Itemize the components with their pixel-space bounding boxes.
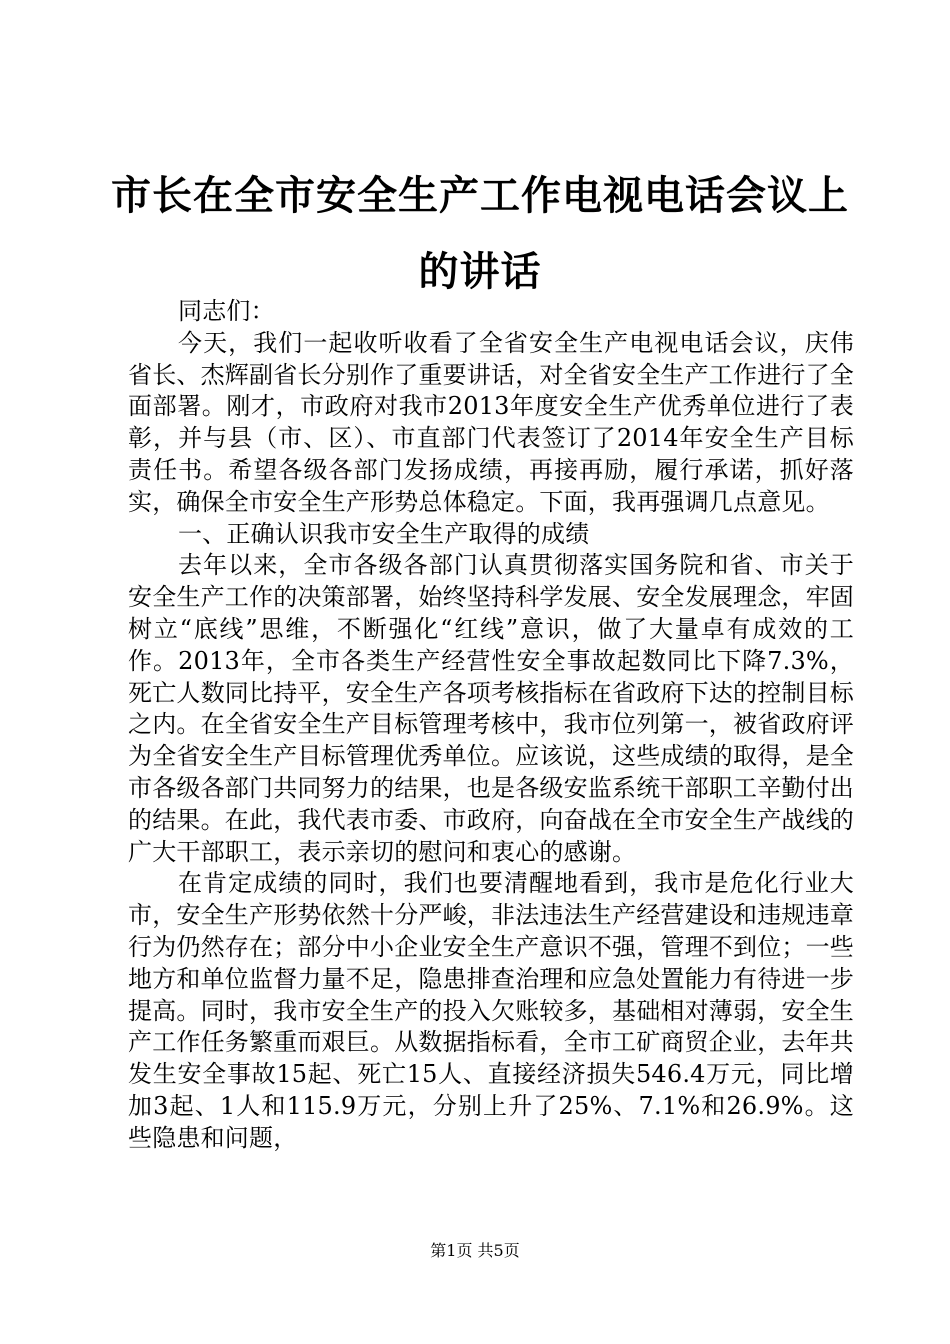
page-footer: 第1页 共5页	[430, 1241, 520, 1260]
intro-paragraph: 今天，我们一起收听收看了全省安全生产电视电话会议，庆伟省长、杰辉副省长分别作了重要讲话，对全省安全生产工作进行了全面部署。刚才，市政府对我市2013年度安全生产优秀单位进行了表彰，并与县（市、区）、市直部门代表签订了2014年安全生产目标责任书。希望各级各部门发扬成绩，再接再励，履行承诺，抓好落实，确保全市安全生产形势总体稳定。下面，我再强调几点意见。	[128, 328, 854, 516]
document-body	[128, 296, 854, 1155]
salutation-paragraph: 同志们：	[178, 297, 275, 325]
document-title: 市长在全市安全生产工作电视电话会议上的讲话	[111, 172, 849, 295]
section-heading: 一、正确认识我市安全生产取得的成绩	[178, 519, 590, 548]
problems-paragraph: 在肯定成绩的同时，我们也要清醒地看到，我市是危化行业大市，安全生产形势依然十分严峻，非法违法生产经营建设和违规违章行为仍然存在；部分中小企业安全生产意识不强，管理不到位；一些地方和单位监督力量不足，隐患排查治理和应急处置能力有待进一步提高。同时，我市安全生产的投入欠账较多，基础相对薄弱，安全生产工作任务繁重而艰巨。从数据指标看，全市工矿商贸企业，去年共发生安全事故15起、死亡15人、直接经济损失546.4万元，同比增加3起、1人和115.9万元，分别上升了25%、7.1%和26.9%。这些隐患和问题，	[128, 869, 854, 1152]
achievements-paragraph: 去年以来，全市各级各部门认真贯彻落实国务院和省、市关于安全生产工作的决策部署，始终坚持科学发展、安全发展理念，牢固树立“底线”思维，不断强化“红线”意识，做了大量卓有成效的工作。2013年，全市各类生产经营性安全事故起数同比下降7.3%，死亡人数同比持平，安全生产各项考核指标在省政府下达的控制目标之内。在全省安全生产目标管理考核中，我市位列第一，被省政府评为全省安全生产目标管理优秀单位。应该说，这些成绩的取得，是全市各级各部门共同努力的结果，也是各级安监系统干部职工辛勤付出的结果。在此，我代表市委、市政府，向奋战在全市安全生产战线的广大干部职工，表示亲切的慰问和衷心的感谢。	[128, 551, 854, 866]
